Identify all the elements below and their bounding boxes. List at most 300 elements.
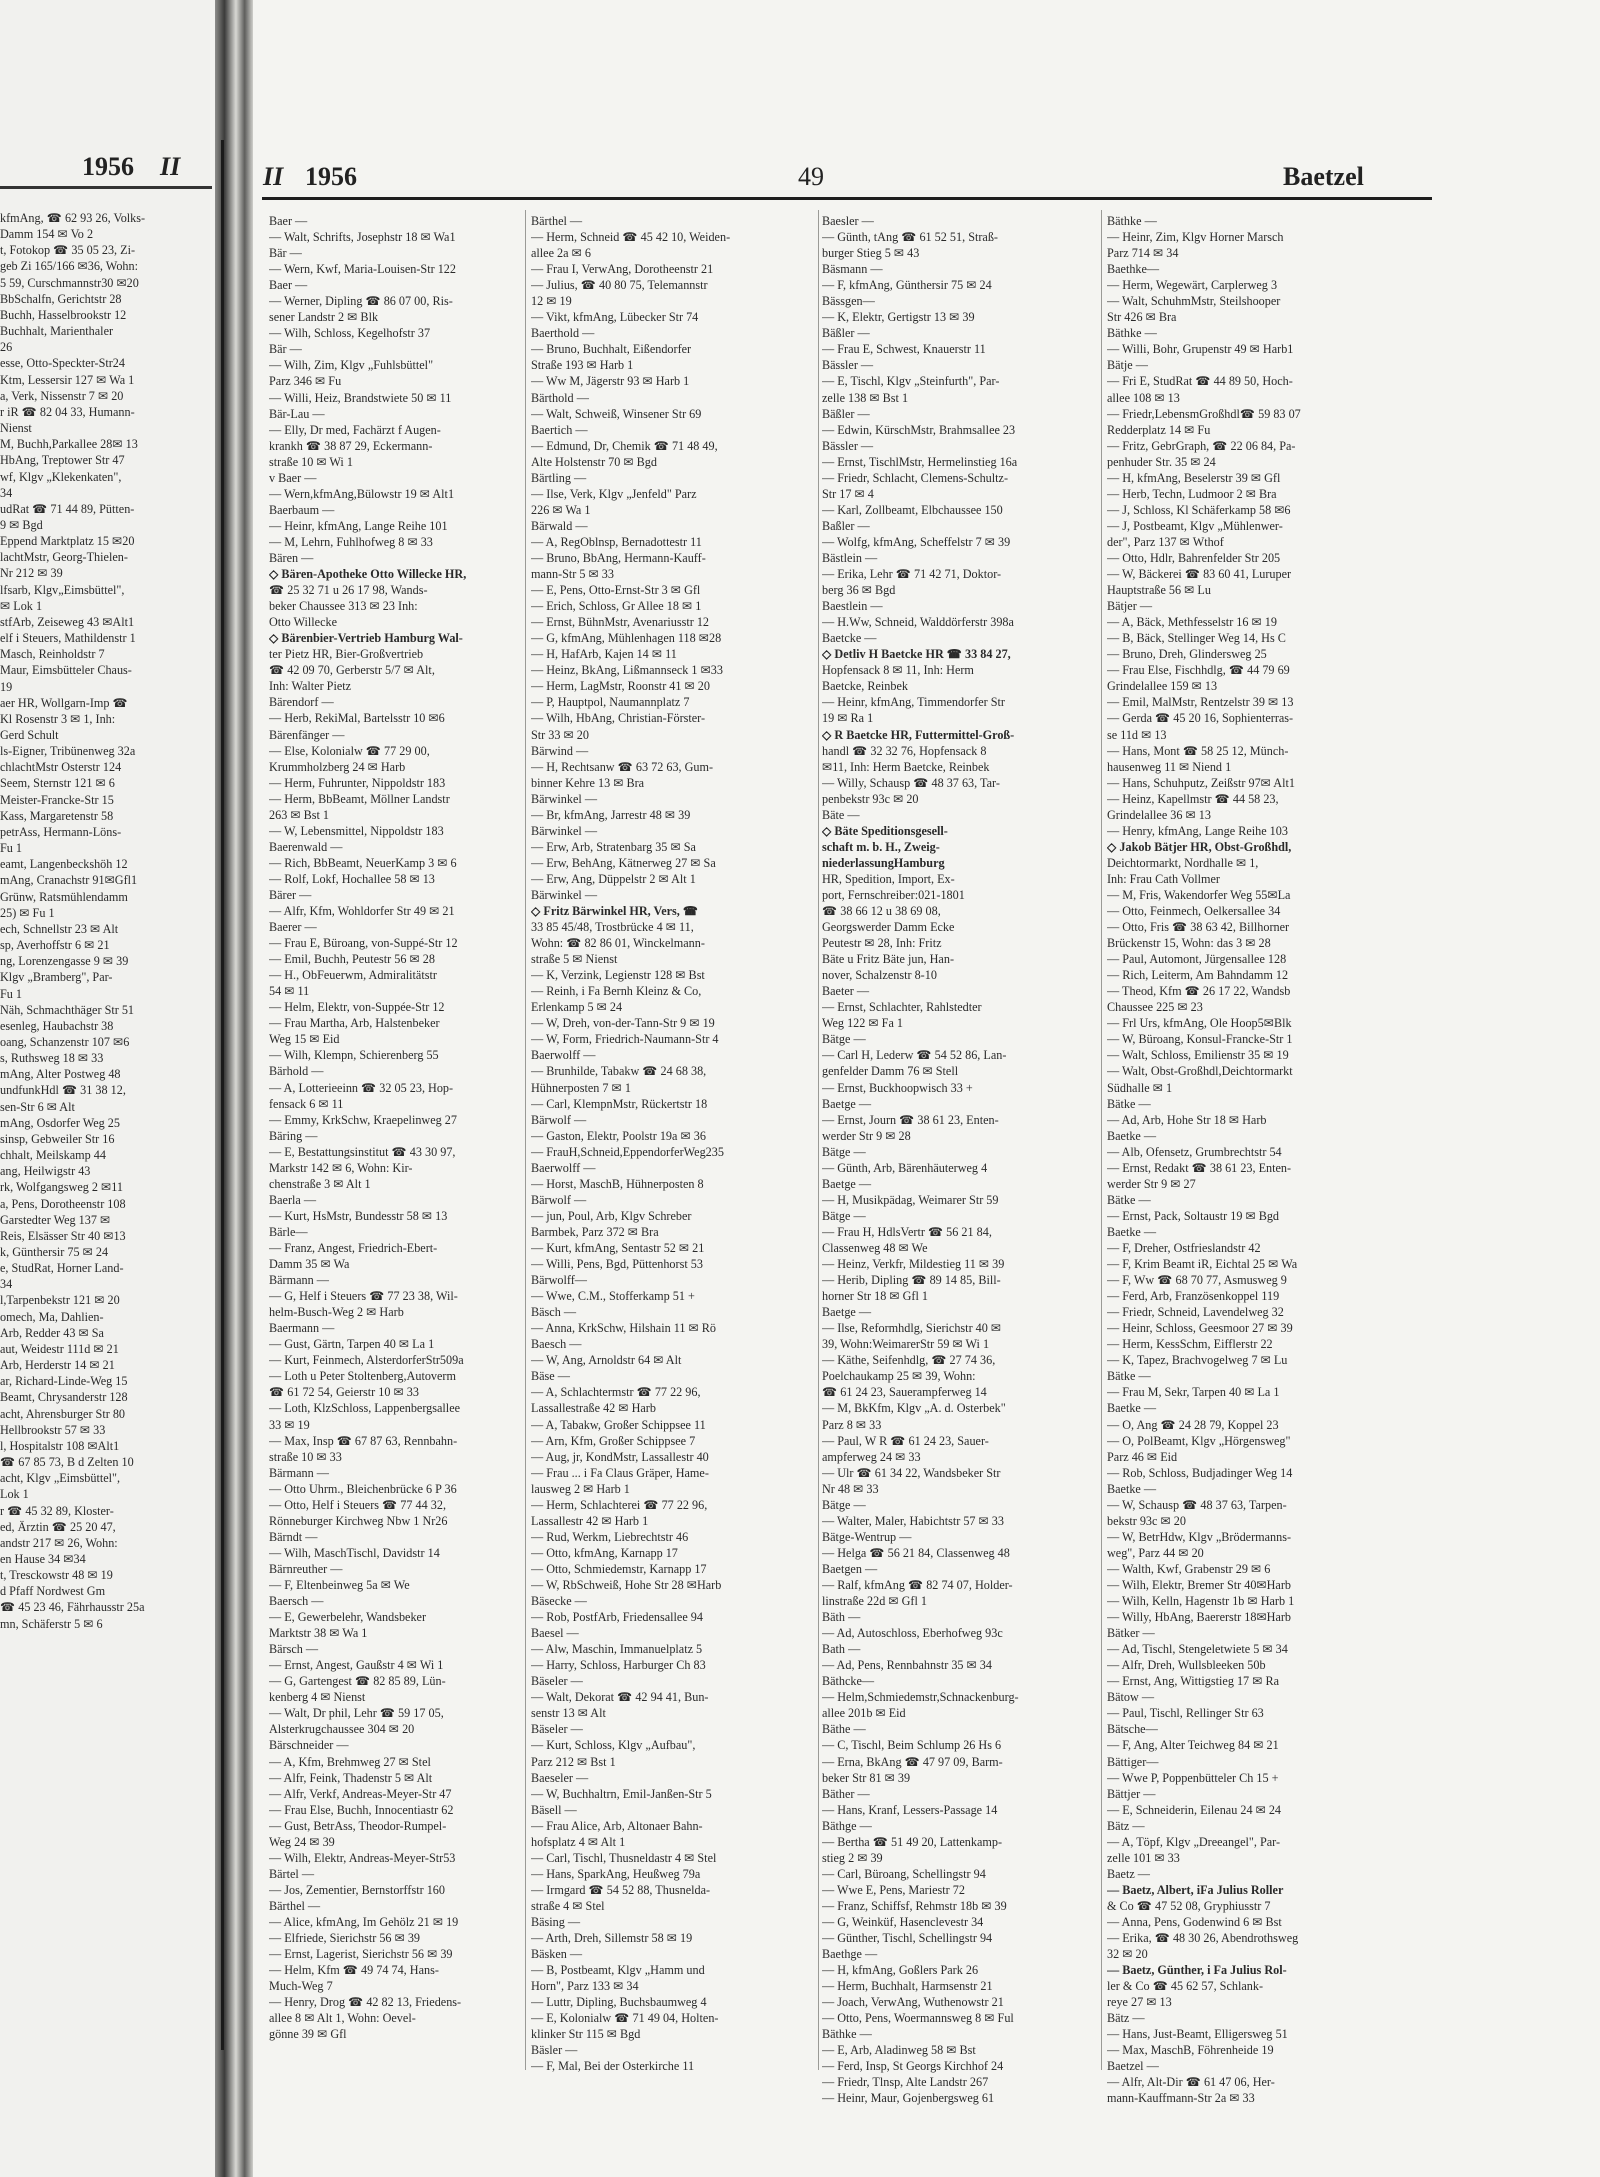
- directory-entry-line: e, StudRat, Horner Land-: [0, 1261, 124, 1276]
- directory-entry-line: senstr 13 ✉ Alt: [531, 1706, 606, 1721]
- directory-entry-line: — A, Lotterieeinn ☎ 32 05 23, Hop-: [269, 1080, 454, 1095]
- directory-entry-line: — Frau E, Schwest, Knauerstr 11: [822, 342, 986, 357]
- directory-entry-line: — Erika, ☎ 48 30 26, Abendrothsweg: [1107, 1931, 1299, 1946]
- directory-entry-line: Rönneburger Kirchweg Nbw 1 Nr26: [269, 1513, 448, 1528]
- surname-heading: Bässler —: [822, 438, 874, 453]
- directory-entry-line: ar, Richard-Linde-Weg 15: [0, 1374, 128, 1389]
- directory-entry-line: — H, HafArb, Kajen 14 ✉ 11: [531, 647, 677, 662]
- directory-entry-line: — B, Bäck, Stellinger Weg 14, Hs C: [1107, 631, 1286, 646]
- directory-entry-line: k, Günthersir 75 ✉ 24: [0, 1245, 109, 1259]
- surname-heading: Bätow —: [1107, 1690, 1155, 1705]
- directory-entry-line: chenstraße 3 ✉ Alt 1: [269, 1176, 371, 1191]
- directory-entry-line: — Anna, KrkSchw, Hilshain 11 ✉ Rö: [531, 1321, 717, 1336]
- directory-entry-line: — Ferd, Insp, St Georgs Kirchhof 24: [822, 2059, 1004, 2074]
- directory-entry-line: Str 17 ✉ 4: [822, 486, 874, 501]
- directory-entry-line: penhuder Str. 35 ✉ 24: [1107, 454, 1216, 469]
- directory-entry-line: Grindelallee 36 ✉ 13: [1107, 807, 1211, 822]
- directory-entry-line: — Wilh, Elektr, Andreas-Meyer-Str53: [269, 1850, 456, 1865]
- directory-entry-line: Nr 48 ✉ 33: [822, 1481, 879, 1496]
- directory-entry-line: hofsplatz 4 ✉ Alt 1: [531, 1834, 626, 1849]
- directory-entry-line: — W, Schausp ☎ 48 37 63, Tarpen-: [1107, 1497, 1287, 1512]
- directory-entry-line: kfmAng, ☎ 62 93 26, Volks-: [0, 211, 146, 225]
- directory-entry-line: helm-Busch-Weg 2 ✉ Harb: [269, 1305, 404, 1320]
- directory-entry-line: 34: [0, 1277, 13, 1292]
- directory-entry-line: — Ralf, kfmAng ☎ 82 74 07, Holder-: [822, 1577, 1013, 1592]
- directory-entry-line: Buchhalt, Marienthaler: [0, 324, 114, 339]
- directory-entry-line: — Carl, Büroang, Schellingstr 94: [822, 1866, 986, 1881]
- directory-entry-line: — Herm, KessSchm, Eifflerstr 22: [1107, 1337, 1273, 1352]
- directory-column-4: [1107, 213, 1325, 2107]
- directory-entry-line: — Rob, PostfArb, Friedensallee 94: [531, 1610, 703, 1625]
- surname-heading: Bäsler —: [531, 2043, 578, 2058]
- directory-entry-line: — F, Eltenbeinweg 5a ✉ We: [269, 1577, 410, 1592]
- directory-entry-line: — E, Gewerbelehr, Wandsbeker: [269, 1610, 427, 1625]
- directory-entry-line: handl ☎ 32 32 76, Hopfensack 8: [822, 743, 987, 758]
- directory-entry-line: — Friedr,LebensmGroßhdl☎ 59 83 07: [1107, 406, 1301, 421]
- directory-entry-line: — Friedr, Schlacht, Clemens-Schultz-: [822, 470, 1009, 485]
- surname-heading: Bärer —: [269, 887, 312, 902]
- directory-entry-line: — Herm, LagMstr, Roonstr 41 ✉ 20: [531, 679, 710, 694]
- directory-entry-line: Lassallestr 42 ✉ Harb 1: [531, 1513, 649, 1528]
- directory-entry-line: Straße 193 ✉ Harb 1: [531, 358, 634, 373]
- directory-entry-line: — Rich, BbBeamt, NeuerKamp 3 ✉ 6: [269, 855, 457, 870]
- directory-entry-line: — Else, Kolonialw ☎ 77 29 00,: [269, 743, 430, 758]
- directory-entry-line: mn, Schäferstr 5 ✉ 6: [0, 1616, 103, 1631]
- directory-entry-line: omech, Ma, Dahlien-: [0, 1309, 104, 1324]
- surname-heading: Bätke —: [1107, 1096, 1151, 1111]
- directory-entry-line: — Frau Else, Fischhdlg, ☎ 44 79 69: [1107, 663, 1290, 678]
- directory-entry-line: — W, Dreh, von-der-Tann-Str 9 ✉ 19: [531, 1016, 715, 1031]
- directory-entry-line: 9 ✉ Bgd: [0, 517, 43, 532]
- directory-entry-line: 34: [0, 485, 13, 500]
- directory-entry-line: berg 36 ✉ Bgd: [822, 583, 896, 598]
- directory-entry-line: — Frau M, Sekr, Tarpen 40 ✉ La 1: [1107, 1385, 1280, 1400]
- directory-entry-line: — Ernst, Journ ☎ 38 61 23, Enten-: [822, 1112, 999, 1127]
- directory-entry-line: — Walt, Dekorat ☎ 42 94 41, Bun-: [531, 1690, 709, 1705]
- directory-entry-line: Beamt, Chrysanderstr 128: [0, 1390, 128, 1405]
- directory-entry-line: — Max, MaschB, Föhrenheide 19: [1107, 2043, 1274, 2058]
- directory-entry-line: zelle 138 ✉ Bst 1: [822, 390, 909, 405]
- directory-entry-line: ☎ 61 72 54, Geierstr 10 ✉ 33: [269, 1385, 419, 1400]
- directory-entry-line: — G, kfmAng, Mühlenhagen 118 ✉28: [531, 631, 722, 646]
- directory-entry-line: — A, Schlachtermstr ☎ 77 22 96,: [531, 1385, 701, 1400]
- directory-entry-line: schaft m. b. H., Zweig-: [822, 839, 940, 854]
- directory-entry-line: ng, Lorenzengasse 9 ✉ 39: [0, 954, 129, 969]
- directory-entry-line: Garstedter Weg 137 ✉: [0, 1212, 111, 1227]
- previous-page-year: 1956: [82, 152, 134, 181]
- directory-entry-line: ampferweg 24 ✉ 33: [822, 1449, 921, 1464]
- directory-entry-line: werder Str 9 ✉ 27: [1107, 1176, 1196, 1191]
- directory-entry-line: — Heinz, BkAng, Lißmannseck 1 ✉33: [531, 663, 723, 678]
- directory-entry-line: esse, Otto-Speckter-Str24: [0, 356, 125, 371]
- directory-entry-line: — Willi, Bohr, Grupenstr 49 ✉ Harb1: [1107, 342, 1294, 357]
- directory-entry-line: — Rich, Leiterm, Am Bahndamm 12: [1107, 968, 1289, 983]
- directory-entry-line: straße 4 ✉ Stel: [531, 1898, 605, 1913]
- directory-entry-line: — Erna, BkAng ☎ 47 97 09, Barm-: [822, 1754, 1003, 1769]
- directory-entry-line: elf i Steuers, Mathildenstr 1: [0, 631, 136, 646]
- directory-entry-line: — Erw, Ang, Düppelstr 2 ✉ Alt 1: [531, 871, 696, 886]
- directory-entry-line: — Ernst, Redakt ☎ 38 61 23, Enten-: [1107, 1160, 1292, 1175]
- directory-entry-line: Parz 714 ✉ 34: [1107, 246, 1179, 261]
- directory-entry-line: — Alice, kfmAng, Im Gehölz 21 ✉ 19: [269, 1914, 459, 1929]
- directory-entry-line: — Günther, Tischl, Schellingstr 94: [822, 1931, 993, 1946]
- directory-entry-line: — Fri E, StudRat ☎ 44 89 50, Hoch-: [1107, 374, 1293, 389]
- directory-entry-line: ✉ Lok 1: [0, 598, 43, 613]
- directory-entry-line: — Bruno, Dreh, Glindersweg 25: [1107, 647, 1267, 662]
- directory-entry-line: Bäte u Fritz Bäte jun, Han-: [822, 952, 954, 967]
- directory-entry-line: Damm 154 ✉ Vo 2: [0, 227, 94, 242]
- directory-entry-line: — Friedr, Tlnsp, Alte Landstr 267: [822, 2075, 989, 2090]
- directory-entry-line: oang, Schanzenstr 107 ✉6: [0, 1034, 130, 1049]
- header-rule: [262, 197, 1432, 200]
- directory-entry-line: 33 ✉ 19: [269, 1417, 310, 1432]
- directory-entry-line: — Theod, Kfm ☎ 26 17 22, Wandsb: [1107, 984, 1291, 999]
- directory-entry-line: chhalt, Meilskamp 44: [0, 1148, 106, 1163]
- previous-page-column: [0, 210, 212, 1632]
- directory-entry-line: ◇ Detliv H Baetcke HR ☎ 33 84 27,: [822, 647, 1011, 662]
- directory-entry-line: — Frau Alice, Arb, Altonaer Bahn-: [531, 1818, 703, 1833]
- directory-entry-line: — A, Töpf, Klgv „Dreeangel", Par-: [1107, 1834, 1281, 1849]
- directory-entry-line: binner Kehre 13 ✉ Bra: [531, 775, 645, 790]
- surname-heading: Bäring —: [269, 1128, 318, 1143]
- directory-entry-line: lfsarb, Klgv„Eimsbüttel",: [0, 582, 125, 597]
- directory-entry-line: Südhalle ✉ 1: [1107, 1080, 1173, 1095]
- directory-entry-line: ang, Heilwigstr 43: [0, 1164, 91, 1179]
- surname-heading: Bäsch —: [531, 1305, 577, 1320]
- directory-entry-line: penbekstr 93c ✉ 20: [822, 791, 919, 806]
- surname-heading: Bätge —: [822, 1032, 866, 1047]
- surname-heading: Bättiger—: [1107, 1754, 1159, 1769]
- directory-entry-line: — A, RegOblnsp, Bernadottestr 11: [531, 534, 702, 549]
- surname-heading: Bärendorf —: [269, 695, 334, 710]
- directory-entry-line: Weg 122 ✉ Fa 1: [822, 1016, 903, 1031]
- directory-entry-line: — Harry, Schloss, Harburger Ch 83: [531, 1658, 706, 1673]
- surname-heading: Baestlein —: [822, 599, 883, 614]
- directory-entry-line: 26: [0, 340, 13, 355]
- directory-entry-line: sp, Averhoffstr 6 ✉ 21: [0, 938, 110, 953]
- surname-heading: Bäsmann —: [822, 262, 883, 277]
- directory-entry-line: — Kurt, Feinmech, AlsterdorferStr509a: [269, 1353, 464, 1368]
- directory-entry-line: — Julius, ☎ 40 80 75, Telemannstr: [531, 278, 708, 293]
- surname-heading: Bär —: [269, 246, 302, 261]
- directory-entry-line: straße 10 ✉ Wi 1: [269, 454, 353, 469]
- directory-entry-line: — Ad, Pens, Rennbahnstr 35 ✉ 34: [822, 1658, 992, 1673]
- directory-entry-line: — H.Ww, Schneid, Walddörferstr 398a: [822, 615, 1014, 630]
- surname-heading: Baeseler —: [531, 1770, 589, 1785]
- directory-entry-line: t, Tresckowstr 48 ✉ 19: [0, 1568, 113, 1583]
- directory-entry-line: esenleg, Haubachstr 38: [0, 1018, 114, 1033]
- surname-heading: Bäsecke —: [531, 1594, 587, 1609]
- directory-entry-line: Eppend Marktplatz 15 ✉20: [0, 534, 135, 549]
- surname-heading: Bätke —: [1107, 1192, 1151, 1207]
- directory-entry-line: — Franz, Angest, Friedrich-Ebert-: [269, 1241, 438, 1255]
- directory-entry-line: — Otto, kfmAng, Karnapp 17: [531, 1545, 678, 1560]
- directory-entry-line: Alte Holstenstr 70 ✉ Bgd: [531, 454, 657, 469]
- directory-entry-line: — A, Kfm, Brehmweg 27 ✉ Stel: [269, 1754, 431, 1769]
- directory-entry-line: — Herb, RekiMal, Bartelsstr 10 ✉6: [269, 711, 445, 726]
- surname-heading: Bäthke —: [1107, 214, 1157, 228]
- directory-entry-line: — Ernst, Lagerist, Sierichstr 56 ✉ 39: [269, 1947, 453, 1962]
- directory-entry-line: — Werner, Dipling ☎ 86 07 00, Ris-: [269, 294, 453, 309]
- directory-entry-line: — Gerda ☎ 45 20 16, Sophienterras-: [1107, 711, 1294, 726]
- directory-entry-line: Hellbrookstr 57 ✉ 33: [0, 1422, 106, 1437]
- directory-entry-line: — Hans, Mont ☎ 58 25 12, Münch-: [1107, 743, 1289, 758]
- directory-entry-line: Nienst: [0, 421, 32, 436]
- directory-entry-line: acht, Klgv „Eimsbüttel",: [0, 1471, 121, 1486]
- surname-heading: Baermann —: [269, 1321, 335, 1336]
- directory-entry-line: Kl Rosenstr 3 ✉ 1, Inh:: [0, 711, 116, 726]
- directory-entry-line: — Fritz, GebrGraph, ☎ 22 06 84, Pa-: [1107, 438, 1296, 453]
- directory-entry-line: wf, Klgv „Klekenkaten",: [0, 469, 122, 484]
- directory-entry-line: — Wwe P, Poppenbütteler Ch 15 +: [1107, 1770, 1279, 1785]
- surname-heading: Baetge —: [822, 1305, 872, 1320]
- surname-heading: Bärmann —: [269, 1273, 329, 1288]
- directory-column-1: [269, 213, 487, 2042]
- surname-heading: Bässler —: [822, 358, 874, 373]
- directory-entry-line: — Erika, Lehr ☎ 71 42 71, Doktor-: [822, 567, 1002, 582]
- directory-entry-line: allee 108 ✉ 13: [1107, 390, 1180, 405]
- directory-entry-line: — Kurt, Schloss, Klgv „Aufbau",: [531, 1738, 696, 1753]
- directory-entry-line: chlachtMstr Osterstr 124: [0, 760, 122, 775]
- directory-entry-line: Otto Willecke: [269, 615, 337, 630]
- directory-entry-line: — Willy, Schausp ☎ 48 37 63, Tar-: [822, 775, 1000, 790]
- directory-entry-line: Seem, Sternstr 121 ✉ 6: [0, 776, 115, 791]
- surname-heading: Baer —: [269, 214, 308, 228]
- directory-entry-line: kenberg 4 ✉ Nienst: [269, 1690, 366, 1705]
- surname-heading: Baesel —: [531, 1626, 579, 1641]
- directory-entry-line: Hühnerposten 7 ✉ 1: [531, 1080, 631, 1095]
- directory-entry-line: — Emil, Buchh, Peutestr 56 ✉ 28: [269, 952, 435, 967]
- directory-entry-line: Parz 346 ✉ Fu: [269, 374, 342, 389]
- directory-entry-line: — Heinr, kfmAng, Timmendorfer Str: [822, 695, 1005, 710]
- directory-entry-line: Klgv „Bramberg", Par-: [0, 970, 113, 985]
- directory-entry-line: mann-Str 5 ✉ 33: [531, 567, 614, 582]
- directory-entry-line: — W, BetrHdw, Klgv „Brödermanns-: [1107, 1529, 1292, 1544]
- directory-entry-line: — Rolf, Lokf, Hochallee 58 ✉ 13: [269, 871, 435, 886]
- directory-entry-line: — Walter, Maler, Habichtstr 57 ✉ 33: [822, 1513, 1004, 1528]
- directory-entry-line: — jun, Poul, Arb, Klgv Schreber: [531, 1208, 692, 1223]
- surname-heading: Baertich —: [531, 422, 588, 437]
- directory-entry-line: — Paul, Automont, Jürgensallee 128: [1107, 952, 1287, 967]
- directory-entry-line: horner Str 18 ✉ Gfl 1: [822, 1289, 929, 1304]
- previous-page-volume: II: [160, 152, 181, 181]
- directory-entry-line: — Wilh, Elektr, Bremer Str 40✉Harb: [1107, 1577, 1291, 1592]
- directory-entry-line: — Br, kfmAng, Jarrestr 48 ✉ 39: [531, 807, 691, 822]
- surname-heading: Bästlein —: [822, 550, 878, 565]
- directory-entry-line: t, Fotokop ☎ 35 05 23, Zi-: [0, 243, 136, 258]
- directory-entry-line: — Walt, Obst-Großhdl,Deichtormarkt: [1107, 1064, 1293, 1079]
- directory-entry-line: — Erw, BehAng, Kätnerweg 27 ✉ Sa: [531, 855, 716, 870]
- directory-entry-line: — Wilh, Schloss, Kegelhofstr 37: [269, 326, 431, 341]
- directory-entry-line: — Jos, Zementier, Bernstorffstr 160: [269, 1882, 445, 1897]
- surname-heading: Baesch —: [531, 1337, 582, 1352]
- surname-heading: Bath —: [822, 1642, 861, 1657]
- directory-entry-line: — Kurt, HsMstr, Bundesstr 58 ✉ 13: [269, 1208, 448, 1223]
- directory-entry-line: reye 27 ✉ 13: [1107, 1995, 1172, 2010]
- surname-heading: Baetz —: [1107, 1866, 1150, 1881]
- directory-entry-line: — Ernst, TischlMstr, Hermelinstieg 16a: [822, 454, 1018, 469]
- surname-heading: Bärwald —: [531, 518, 588, 533]
- directory-entry-line: mAng, Cranachstr 91✉Gfl1: [0, 873, 138, 888]
- surname-heading: Bätge —: [822, 1497, 866, 1512]
- directory-entry-line: ◇ Jakob Bätjer HR, Obst-Großhdl,: [1107, 839, 1292, 854]
- directory-entry-line: weg", Parz 44 ✉ 20: [1107, 1545, 1204, 1560]
- directory-entry-line: — Willi, Pens, Bgd, Püttenhorst 53: [531, 1257, 703, 1272]
- surname-heading: Bärenfänger —: [269, 727, 345, 742]
- directory-entry-line: — Heinr, Schloss, Geesmoor 27 ✉ 39: [1107, 1321, 1293, 1336]
- directory-entry-line: — F, Mal, Bei der Osterkirche 11: [531, 2059, 695, 2074]
- directory-entry-line: — Arn, Kfm, Großer Schippsee 7: [531, 1433, 696, 1448]
- previous-page-fragment: [0, 0, 215, 2177]
- directory-entry-line: — Emil, MalMstr, Rentzelstr 39 ✉ 13: [1107, 695, 1294, 710]
- directory-entry-line: Arb, Herderstr 14 ✉ 21: [0, 1358, 115, 1373]
- directory-entry-line: — J, Schloss, Kl Schäferkamp 58 ✉6: [1107, 502, 1291, 517]
- directory-entry-line: — Ilse, Reformhdlg, Sierichstr 40 ✉: [822, 1321, 1002, 1336]
- directory-entry-line: a, Verk, Nissenstr 7 ✉ 20: [0, 388, 124, 403]
- directory-entry-line: — Frau Else, Buchh, Innocentiastr 62: [269, 1802, 454, 1817]
- directory-entry-line: — Franz, Schiffsf, Rehmstr 18b ✉ 39: [822, 1898, 1007, 1913]
- surname-heading: Bärwolf —: [531, 1192, 587, 1207]
- directory-entry-line: — A, Tabakw, Großer Schippsee 11: [531, 1417, 706, 1432]
- directory-entry-line: — Loth u Peter Stoltenberg,Autoverm: [269, 1369, 456, 1384]
- directory-entry-line: — Rob, Schloss, Budjadinger Weg 14: [1107, 1465, 1293, 1480]
- directory-entry-line: — Frau E, Büroang, von-Suppé-Str 12: [269, 936, 458, 951]
- directory-entry-line: — Walt, SchuhmMstr, Steilshooper: [1107, 294, 1281, 309]
- directory-entry-line: — Emmy, KrkSchw, Kraepelinweg 27: [269, 1112, 457, 1127]
- surname-heading: Bätz —: [1107, 1818, 1145, 1833]
- surname-heading: Baßler —: [822, 518, 870, 533]
- surname-heading: Bäthcke—: [822, 1674, 875, 1689]
- directory-entry-line: Lassallestraße 42 ✉ Harb: [531, 1401, 656, 1416]
- directory-entry-line: ☎ 38 66 12 u 38 69 08,: [822, 904, 941, 919]
- directory-entry-line: burger Stieg 5 ✉ 43: [822, 246, 920, 261]
- gutter-line: [221, 140, 224, 2050]
- directory-entry-line: Hopfensack 8 ✉ 11, Inh: Herm: [822, 663, 974, 678]
- directory-entry-line: ☎ 42 09 70, Gerberstr 5/7 ✉ Alt,: [269, 663, 435, 678]
- directory-entry-line: — F, Ww ☎ 68 70 77, Asmusweg 9: [1107, 1273, 1287, 1288]
- directory-entry-line: — E, Arb, Aladinweg 58 ✉ Bst: [822, 2043, 976, 2058]
- directory-entry-line: BbSchalfn, Gerichtstr 28: [0, 291, 122, 306]
- directory-entry-line: Erlenkamp 5 ✉ 24: [531, 1000, 623, 1015]
- page-year: 1956: [305, 162, 357, 191]
- surname-heading: Baerla —: [269, 1192, 317, 1207]
- directory-entry-line: sener Landstr 2 ✉ Blk: [269, 310, 379, 325]
- directory-entry-line: — Willi, Heiz, Brandstwiete 50 ✉ 11: [269, 390, 452, 405]
- directory-entry-line: — P, Hauptpol, Naumannplatz 7: [531, 695, 690, 710]
- directory-entry-line: — B, Postbeamt, Klgv „Hamm und: [531, 1963, 705, 1978]
- directory-entry-line: — H, Musikpädag, Weimarer Str 59: [822, 1192, 999, 1207]
- directory-entry-line: — Heinr, Zim, Klgv Horner Marsch: [1107, 230, 1284, 245]
- directory-entry-line: Weg 24 ✉ 39: [269, 1834, 335, 1849]
- directory-entry-line: Krummholzberg 24 ✉ Harb: [269, 759, 406, 774]
- directory-entry-line: — Hans, Schuhputz, Zeißstr 97✉ Alt1: [1107, 775, 1295, 790]
- directory-entry-line: ◇ R Baetcke HR, Futtermittel-Groß-: [822, 727, 1015, 742]
- directory-entry-line: — F, Dreher, Ostfrieslandstr 42: [1107, 1241, 1261, 1255]
- directory-entry-line: Barmbek, Parz 372 ✉ Bra: [531, 1224, 659, 1239]
- directory-entry-line: — Günth, tAng ☎ 61 52 51, Straß-: [822, 230, 998, 245]
- directory-entry-line: ler & Co ☎ 45 62 57, Schlank-: [1107, 1979, 1263, 1994]
- directory-entry-line: — Walt, Schloss, Emilienstr 35 ✉ 19: [1107, 1048, 1289, 1063]
- directory-entry-line: — Elfriede, Sierichstr 56 ✉ 39: [269, 1931, 421, 1946]
- surname-heading: Bärtel —: [269, 1866, 315, 1881]
- directory-entry-line: — O, PolBeamt, Klgv „Hörgensweg": [1107, 1433, 1291, 1448]
- surname-heading: Bär-Lau —: [269, 406, 325, 421]
- directory-entry-line: Poelchaukamp 25 ✉ 39, Wohn:: [822, 1369, 976, 1384]
- directory-entry-line: — Helga ☎ 56 21 84, Classenweg 48: [822, 1545, 1010, 1560]
- surname-heading: Baeter —: [822, 984, 870, 999]
- directory-entry-line: — W, Bäckerei ☎ 83 60 41, Luruper: [1107, 567, 1292, 582]
- directory-entry-line: werder Str 9 ✉ 28: [822, 1128, 911, 1143]
- directory-entry-line: Damm 35 ✉ Wa: [269, 1257, 350, 1272]
- directory-entry-line: — Herm, Wegewärt, Carplerweg 3: [1107, 278, 1278, 293]
- directory-entry-line: Georgswerder Damm Ecke: [822, 920, 955, 935]
- surname-heading: Baetke —: [1107, 1401, 1157, 1416]
- directory-entry-line: ☎ 45 23 46, Fährhausstr 25a: [0, 1600, 145, 1615]
- directory-entry-line: ☎ 61 24 23, Sauerampferweg 14: [822, 1385, 987, 1400]
- directory-entry-line: beker Chaussee 313 ✉ 23 Inh:: [269, 599, 418, 614]
- surname-heading: Bätz —: [1107, 2011, 1145, 2026]
- directory-entry-line: — Herb, Techn, Ludmoor 2 ✉ Bra: [1107, 486, 1277, 501]
- directory-entry-line: Weg 15 ✉ Eid: [269, 1032, 340, 1047]
- surname-heading: Baetzel —: [1107, 2059, 1159, 2074]
- directory-entry-line: Markstr 142 ✉ 6, Wohn: Kir-: [269, 1160, 413, 1175]
- column-separator: [1101, 210, 1102, 2070]
- directory-entry-line: Fu 1: [0, 986, 23, 1001]
- page-header: [253, 150, 1600, 190]
- directory-entry-line: — Wilh, Zim, Klgv „Fuhlsbüttel": [269, 358, 434, 373]
- surname-heading: Baersch —: [269, 1594, 324, 1609]
- surname-heading: Bätge-Wentrup —: [822, 1529, 912, 1544]
- directory-entry-line: — Frau Martha, Arb, Halstenbeker: [269, 1016, 440, 1031]
- directory-entry-line: klinker Str 115 ✉ Bgd: [531, 2027, 641, 2042]
- directory-entry-line: — Herm, Schneid ☎ 45 42 10, Weiden-: [531, 230, 731, 245]
- directory-entry-line: Buchh, Hasselbrookstr 12: [0, 307, 127, 322]
- surname-heading: Baethge —: [822, 1947, 878, 1962]
- directory-entry-line: — Ernst, Ang, Wittigstieg 17 ✉ Ra: [1107, 1674, 1279, 1689]
- surname-heading: Bärthel —: [531, 214, 583, 228]
- directory-entry-line: — Wern, Kwf, Maria-Louisen-Str 122: [269, 262, 456, 277]
- directory-entry-line: — Walt, Dr phil, Lehr ☎ 59 17 05,: [269, 1706, 444, 1721]
- surname-heading: Baethke—: [1107, 262, 1160, 277]
- directory-entry-line: allee 8 ✉ Alt 1, Wohn: Oevel-: [269, 2011, 416, 2026]
- directory-entry-line: Redderplatz 14 ✉ Fu: [1107, 422, 1211, 437]
- directory-entry-line: ◇ Bäte Speditionsgesell-: [822, 823, 948, 838]
- directory-entry-line: 39, Wohn:WeimarerStr 59 ✉ Wi 1: [822, 1337, 990, 1352]
- directory-entry-line: — Otto, Pens, Woermannsweg 8 ✉ Ful: [822, 2011, 1014, 2026]
- directory-entry-line: — FrauH,Schneid,EppendorferWeg235: [531, 1144, 724, 1159]
- directory-entry-line: Arb, Redder 43 ✉ Sa: [0, 1325, 104, 1340]
- directory-entry-line: Peutestr ✉ 28, Inh: Fritz: [822, 936, 942, 951]
- directory-entry-line: Parz 212 ✉ Bst 1: [531, 1754, 616, 1769]
- directory-entry-line: — F, kfmAng, Günthersir 75 ✉ 24: [822, 278, 992, 293]
- directory-entry-line: ter Pietz HR, Bier-Großvertrieb: [269, 647, 424, 662]
- directory-entry-line: l,Tarpenbekstr 121 ✉ 20: [0, 1293, 120, 1308]
- directory-entry-line: — Alfr, Alt-Dir ☎ 61 47 06, Her-: [1107, 2075, 1275, 2090]
- directory-entry-line: 32 ✉ 20: [1107, 1947, 1148, 1962]
- page-number: 49: [798, 162, 824, 191]
- directory-entry-line: — Wilh, Klempn, Schierenberg 55: [269, 1048, 439, 1063]
- directory-entry-line: — Baetz, Albert, iFa Julius Roller: [1107, 1882, 1284, 1897]
- surname-heading: Bärwinkel —: [531, 887, 598, 902]
- directory-entry-line: — W, Lebensmittel, Nippoldstr 183: [269, 823, 444, 838]
- surname-heading: Bätje —: [1107, 358, 1148, 373]
- surname-heading: Bäsken —: [531, 1947, 583, 1962]
- directory-entry-line: — Alw, Maschin, Immanuelplatz 5: [531, 1642, 703, 1657]
- directory-entry-line: — F, Krim Beamt iR, Eichtal 25 ✉ Wa: [1107, 1257, 1298, 1272]
- directory-entry-line: Horn", Parz 133 ✉ 34: [531, 1979, 639, 1994]
- directory-entry-line: petrAss, Hermann-Löns-: [0, 824, 122, 839]
- surname-heading: Bätker —: [1107, 1626, 1155, 1641]
